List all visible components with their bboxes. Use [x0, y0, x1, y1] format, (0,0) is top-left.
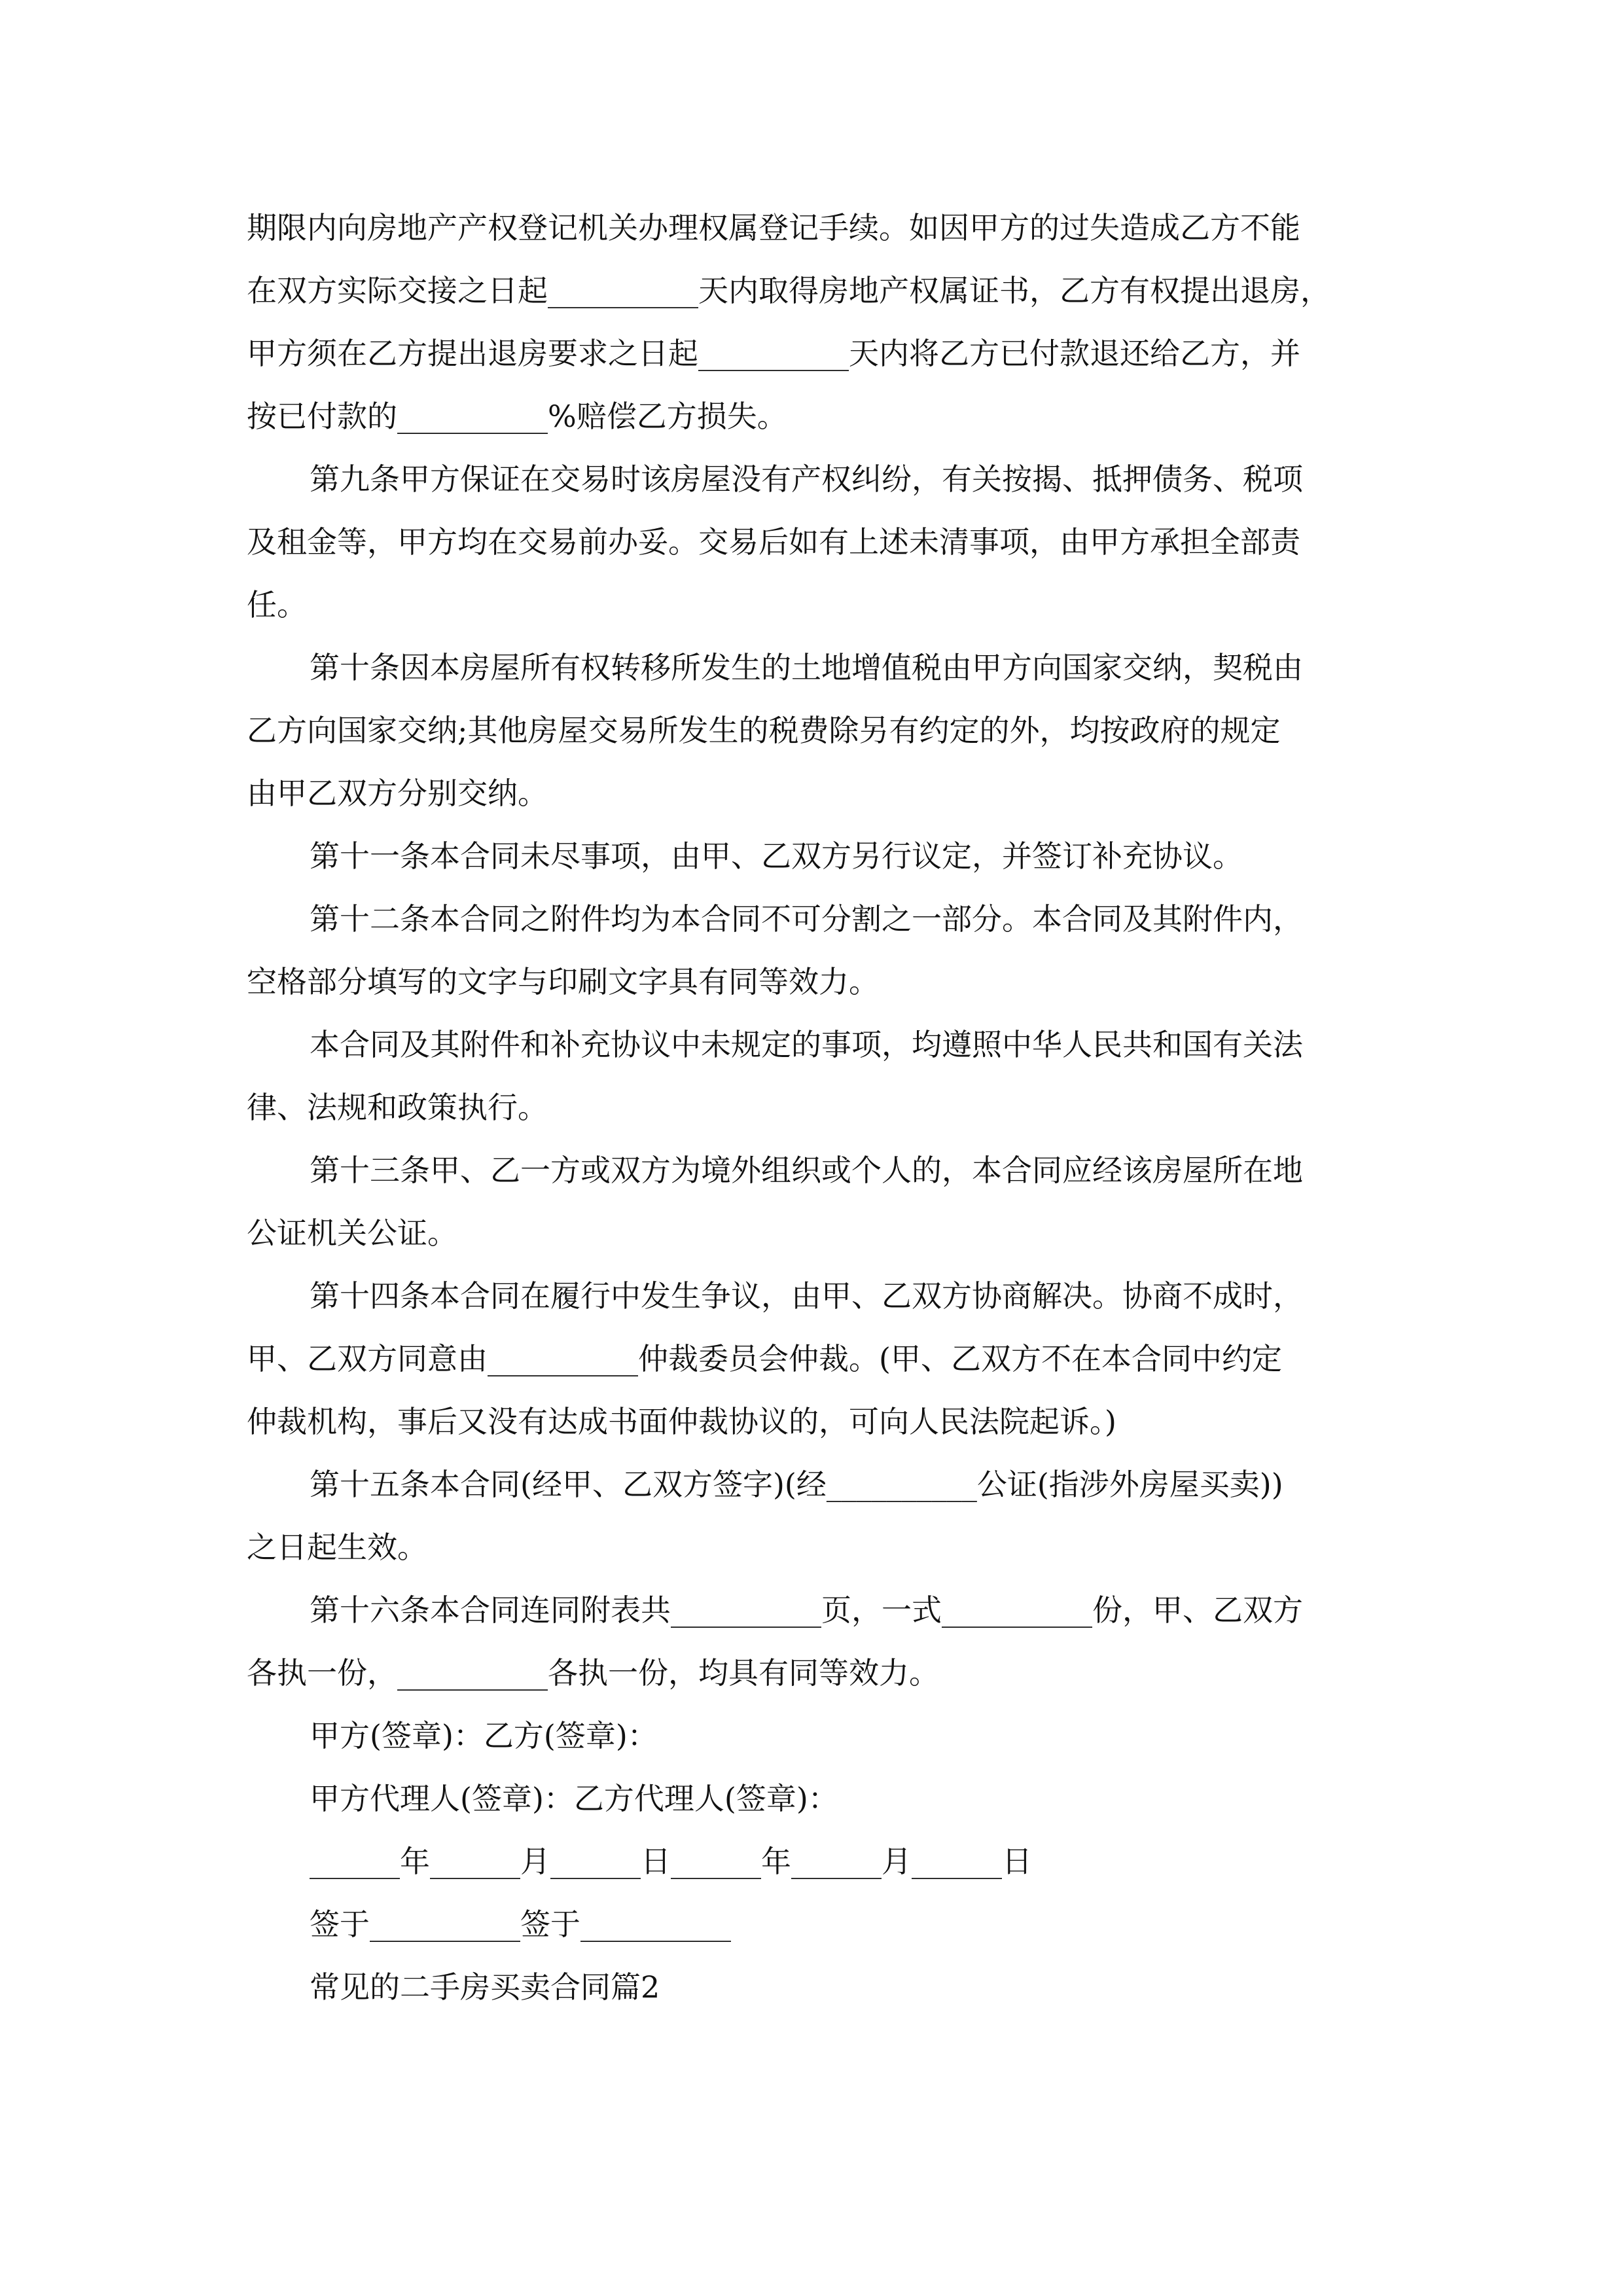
- text-line: 之日起生效。: [247, 1530, 427, 1565]
- clause-10-line: 第十条因本房屋所有权转移所发生的土地增值税由甲方向国家交纳，契税由: [310, 650, 1303, 685]
- text-line: 在双方实际交接之日起__________天内取得房地产权属证书，乙方有权提出退房，: [247, 273, 1330, 308]
- text-line: 甲方须在乙方提出退房要求之日起__________天内将乙方已付款退还给乙方，并: [247, 336, 1300, 371]
- text-line: 及租金等，甲方均在交易前办妥。交易后如有上述未清事项，由甲方承担全部责: [247, 524, 1300, 560]
- clause-13-line: 第十三条甲、乙一方或双方为境外组织或个人的，本合同应经该房屋所在地: [310, 1153, 1303, 1188]
- text-line: 公证机关公证。: [247, 1215, 457, 1251]
- text-line: 期限内向房地产产权登记机关办理权属登记手续。如因甲方的过失造成乙方不能: [247, 210, 1300, 245]
- agent-signature-line: 甲方代理人(签章)：乙方代理人(签章)：: [310, 1781, 838, 1816]
- text-line: 按已付款的__________%赔偿乙方损失。: [247, 399, 787, 434]
- signature-line: 甲方(签章)：乙方(签章)：: [310, 1718, 658, 1753]
- text-line: 甲、乙双方同意由__________仲裁委员会仲裁。(甲、乙双方不在本合同中约定: [247, 1341, 1282, 1376]
- text-line: 任。: [247, 587, 307, 622]
- text-line: 律、法规和政策执行。: [247, 1090, 548, 1125]
- clause-9-line: 第九条甲方保证在交易时该房屋没有产权纠纷，有关按揭、抵押债务、税项: [310, 461, 1303, 497]
- clause-16-line: 第十六条本合同连同附表共__________页，一式__________份，甲、乙双方: [310, 1592, 1303, 1628]
- signing-place-line: 签于__________签于__________: [310, 1907, 731, 1942]
- text-line: 乙方向国家交纳;其他房屋交易所发生的税费除另有约定的外，均按政府的规定: [247, 713, 1281, 748]
- text-line: 空格部分填写的文字与印刷文字具有同等效力。: [247, 964, 879, 999]
- text-line: 由甲乙双方分别交纳。: [247, 776, 548, 811]
- text-line: 仲裁机构，事后又没有达成书面仲裁协议的，可向人民法院起诉。): [247, 1404, 1116, 1439]
- text-line: 各执一份，__________各执一份，均具有同等效力。: [247, 1655, 939, 1691]
- clause-12-line: 第十二条本合同之附件均为本合同不可分割之一部分。本合同及其附件内，: [310, 901, 1303, 937]
- clause-11-line: 第十一条本合同未尽事项，由甲、乙双方另行议定，并签订补充协议。: [310, 838, 1243, 874]
- section-heading: 常见的二手房买卖合同篇2: [310, 1969, 660, 2005]
- clause-14-line: 第十四条本合同在履行中发生争议，由甲、乙双方协商解决。协商不成时，: [310, 1278, 1303, 1314]
- clause-15-line: 第十五条本合同(经甲、乙双方签字)(经__________公证(指涉外房屋买卖)): [310, 1467, 1283, 1502]
- date-line: ______年______月______日______年______月______日: [310, 1844, 1032, 1879]
- contract-text: [247, 196, 1376, 2018]
- paragraph-line: 本合同及其附件和补充协议中未规定的事项，均遵照中华人民共和国有关法: [310, 1027, 1303, 1062]
